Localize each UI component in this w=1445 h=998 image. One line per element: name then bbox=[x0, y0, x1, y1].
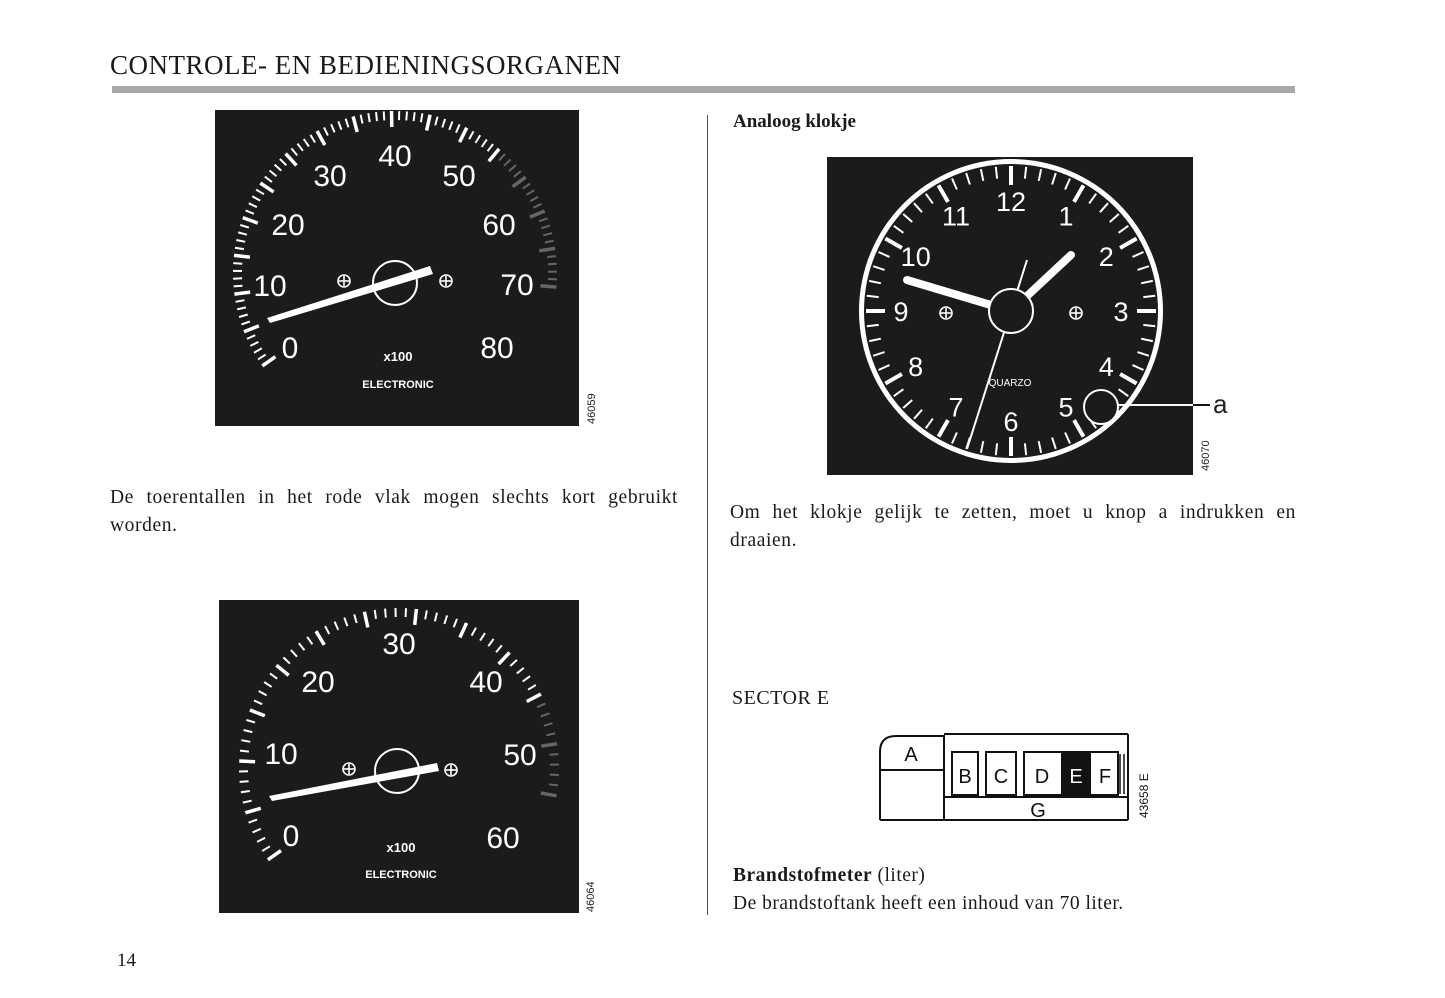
clock-tick bbox=[996, 167, 997, 179]
tach-tick bbox=[368, 113, 369, 122]
tach2-label-10: 10 bbox=[264, 738, 298, 771]
clock-numeral-6: 6 bbox=[1003, 407, 1019, 437]
clock-numeral-9: 9 bbox=[893, 297, 909, 327]
tach-tick bbox=[240, 751, 249, 752]
tach1-label-20: 20 bbox=[271, 209, 305, 242]
sector-cell-b: B bbox=[958, 766, 972, 788]
tach2-figure-code: 46064 bbox=[585, 881, 597, 912]
sector-cell-f: F bbox=[1098, 766, 1112, 788]
fuel-unit: (liter) bbox=[877, 865, 926, 886]
tach2-label-40: 40 bbox=[469, 666, 503, 699]
tach2-label-30: 30 bbox=[382, 628, 416, 661]
clock-heading: Analoog klokje bbox=[733, 111, 856, 132]
tach2-brand: ELECTRONIC bbox=[365, 869, 437, 881]
tach1-figure-code: 46059 bbox=[586, 393, 598, 424]
tach1-label-60: 60 bbox=[482, 209, 516, 242]
tach2-label-20: 20 bbox=[301, 666, 335, 699]
clock-figure bbox=[827, 155, 1247, 480]
clock-numeral-8: 8 bbox=[908, 352, 924, 382]
tach-tick bbox=[234, 286, 243, 287]
tach-tick bbox=[549, 754, 558, 755]
tach-tick bbox=[414, 112, 415, 121]
sector-cell-g: G bbox=[1030, 800, 1046, 822]
tach-tick bbox=[233, 263, 242, 264]
tach-tick bbox=[539, 248, 555, 250]
tach-tick bbox=[548, 264, 557, 265]
clock-set-knob[interactable] bbox=[1084, 390, 1118, 424]
fuel-text: De brandstoftank heeft een inhoud van 70 liter. bbox=[733, 893, 1124, 914]
tach2-label-0: 0 bbox=[282, 820, 300, 853]
tach1-label-70: 70 bbox=[500, 269, 534, 302]
header-rule bbox=[112, 86, 1295, 93]
sector-title: SECTOR E bbox=[732, 687, 830, 709]
tachometer-figure-1 bbox=[215, 108, 615, 428]
clock-tick bbox=[1025, 443, 1026, 455]
clock-numeral-4: 4 bbox=[1098, 352, 1114, 382]
clock-numeral-10: 10 bbox=[900, 242, 931, 272]
tach1-label-30: 30 bbox=[313, 160, 347, 193]
clock-instruction: Om het klokje gelijk te zetten, moet u knop a indrukken en draaien. bbox=[730, 502, 1296, 551]
tach-tick bbox=[547, 256, 556, 257]
tach1-label-0: 0 bbox=[281, 332, 299, 365]
tach-tick bbox=[241, 791, 250, 792]
tach-tick bbox=[234, 292, 250, 294]
clock-tick bbox=[867, 296, 879, 297]
tach1-brand: ELECTRONIC bbox=[362, 379, 434, 391]
tach-tick bbox=[549, 784, 558, 785]
tach-tick bbox=[234, 255, 250, 257]
tachometer-note: De toerentallen in het rode vlak mogen slechts kort gebruikt worden. bbox=[110, 487, 678, 536]
sector-cell-d: D bbox=[1034, 766, 1050, 788]
tach1-label-40: 40 bbox=[378, 140, 412, 173]
tach-tick bbox=[406, 111, 407, 120]
clock-tick bbox=[1025, 167, 1026, 179]
tach1-label-80: 80 bbox=[480, 332, 514, 365]
clock-numeral-7: 7 bbox=[948, 392, 964, 423]
tach-tick bbox=[385, 609, 386, 618]
clock-callout: a bbox=[1213, 389, 1228, 419]
clock-numeral-2: 2 bbox=[1098, 242, 1114, 272]
tach-tick bbox=[540, 286, 556, 287]
tach-tick bbox=[375, 610, 376, 619]
sector-figure-code: 43658 E bbox=[1137, 773, 1151, 818]
tach-tick bbox=[415, 609, 417, 625]
page-title: CONTROLE- EN BEDIENINGSORGANEN bbox=[110, 50, 622, 80]
clock-hub bbox=[989, 289, 1033, 333]
sector-cell-a: A bbox=[904, 744, 918, 766]
page-number: 14 bbox=[117, 950, 136, 971]
tach-tick bbox=[541, 744, 557, 746]
clock-tick bbox=[1143, 325, 1155, 326]
tach-tick bbox=[376, 112, 377, 121]
tachometer-figure-2 bbox=[219, 598, 619, 918]
tach-tick bbox=[384, 111, 385, 120]
sector-diagram bbox=[876, 730, 1156, 830]
tach1-label-10: 10 bbox=[253, 270, 287, 303]
clock-figure-code: 46070 bbox=[1200, 440, 1212, 471]
tach-tick bbox=[235, 248, 244, 249]
clock-numeral-11: 11 bbox=[941, 201, 971, 232]
clock-tick bbox=[1143, 296, 1155, 297]
tach-tick bbox=[239, 761, 255, 762]
tach2-label-50: 50 bbox=[503, 739, 537, 772]
tach2-label-60: 60 bbox=[486, 822, 520, 855]
clock-tick bbox=[996, 443, 997, 455]
clock-tick bbox=[867, 325, 879, 326]
clock-brand: QUARZO bbox=[988, 378, 1032, 389]
clock-numeral-1: 1 bbox=[1058, 201, 1074, 232]
sector-cell-e: E bbox=[1069, 766, 1083, 788]
column-divider bbox=[707, 115, 708, 915]
fuel-section bbox=[733, 862, 1124, 918]
tach2-multiplier: x100 bbox=[386, 840, 416, 855]
tach1-multiplier: x100 bbox=[383, 349, 413, 364]
tach-tick bbox=[240, 781, 249, 782]
clock-numeral-5: 5 bbox=[1058, 392, 1074, 423]
fuel-label: Brandstofmeter bbox=[733, 865, 873, 886]
tach1-label-50: 50 bbox=[442, 160, 476, 193]
clock-numeral-12: 12 bbox=[995, 187, 1027, 217]
sector-cell-c: C bbox=[993, 766, 1009, 788]
clock-numeral-3: 3 bbox=[1113, 297, 1129, 327]
